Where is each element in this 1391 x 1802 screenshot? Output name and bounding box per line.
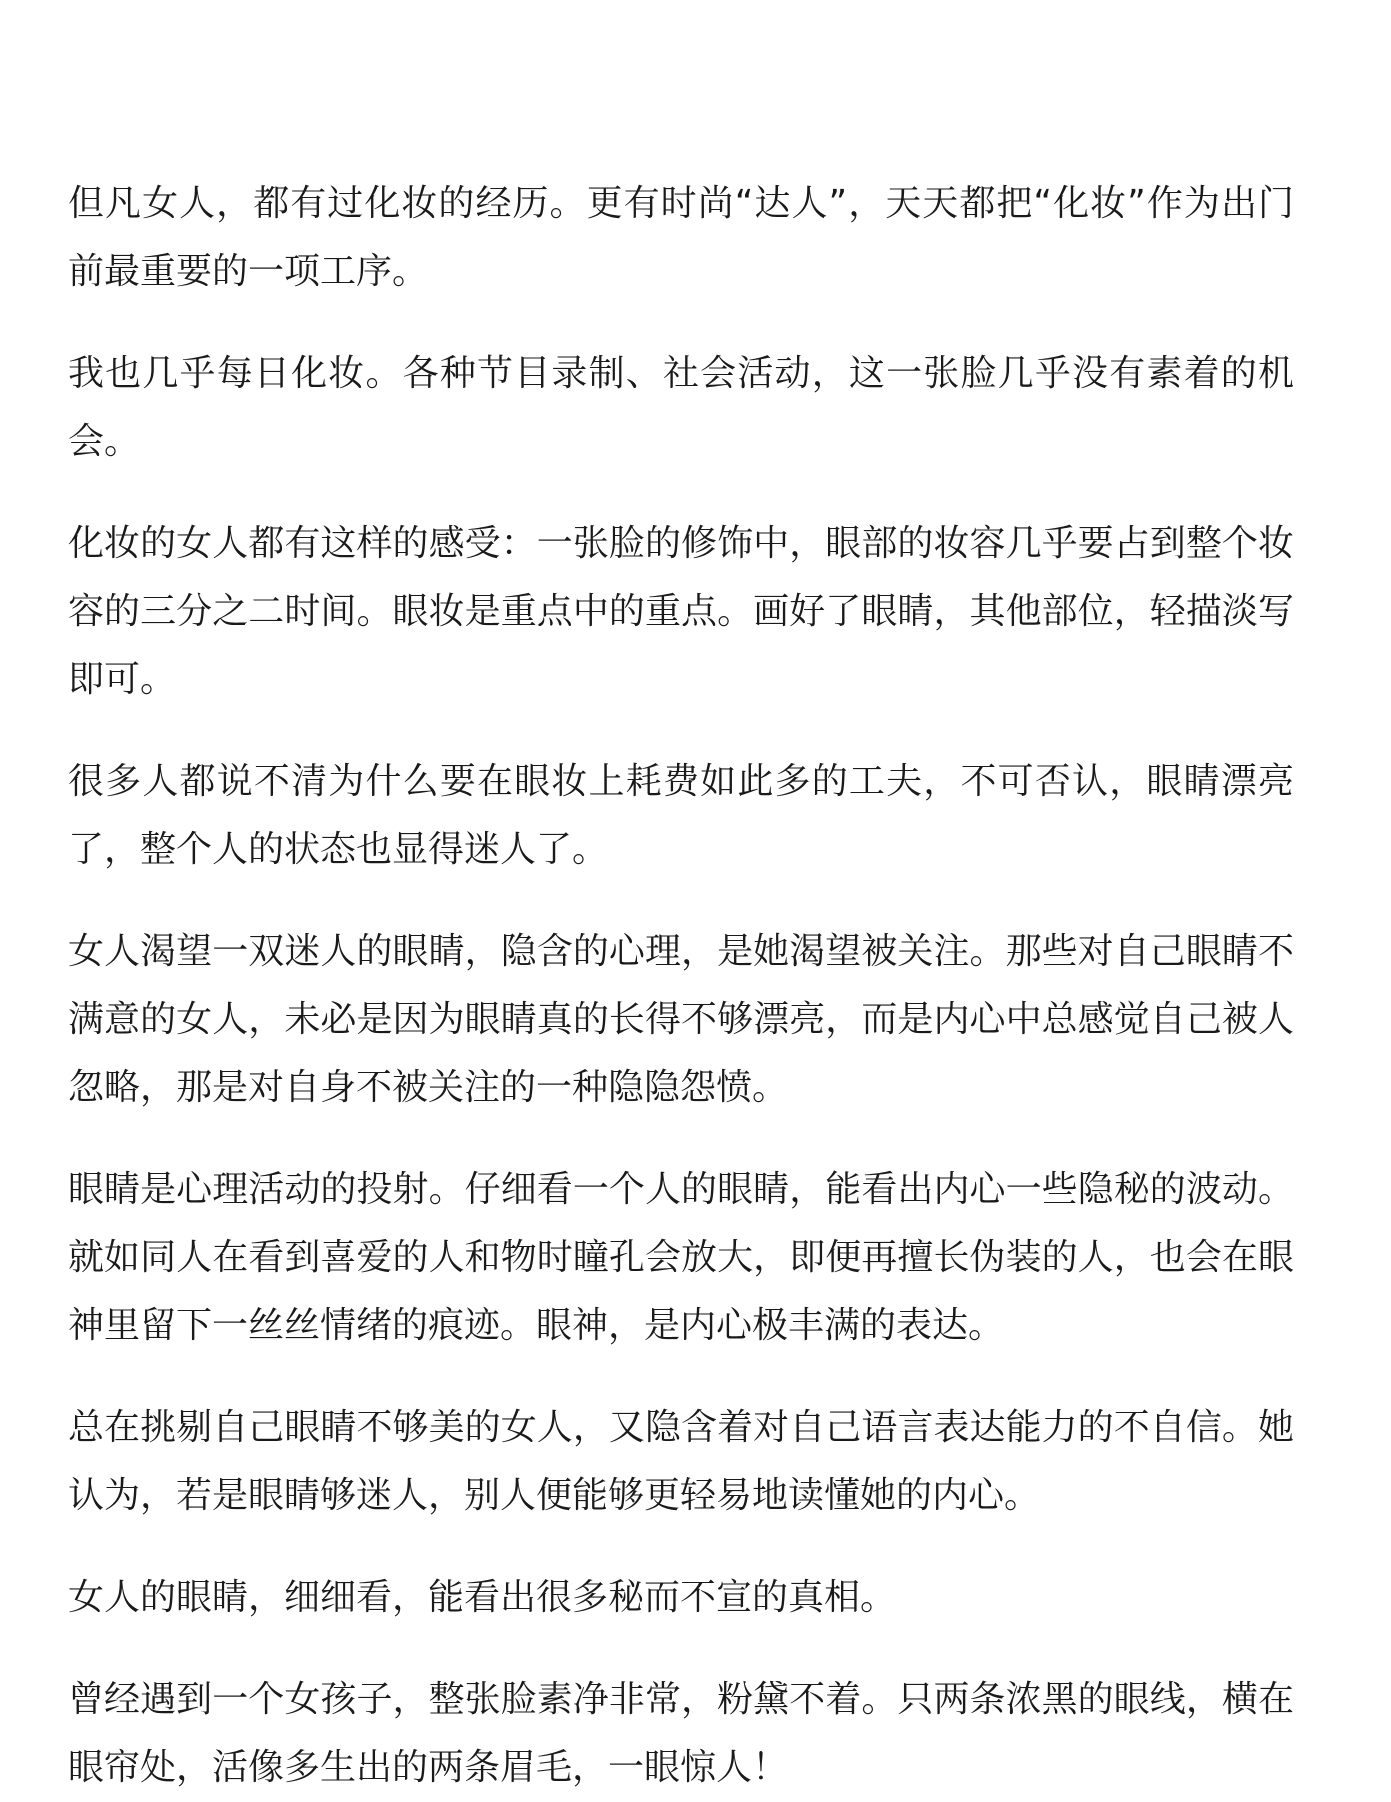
paragraph-8: 女人的眼睛，细细看，能看出很多秘而不宣的真相。	[68, 1577, 897, 1618]
paragraph-2: 我也几乎每日化妆。各种节目录制、社会活动，这一张脸几乎没有素着的机会。	[68, 353, 1294, 462]
paragraph-6: 眼睛是心理活动的投射。仔细看一个人的眼睛，能看出内心一些隐秘的波动。就如同人在看到喜爱的人和物时瞳孔会放大，即便再擅长伪装的人，也会在眼神里留下一丝丝情绪的痕迹。眼神，是内心极丰满的表达。	[68, 1169, 1294, 1346]
paragraph-1: 但凡女人，都有过化妆的经历。更有时尚“达人”，天天都把“化妆”作为出门前最重要的一项工序。	[68, 183, 1294, 292]
paragraph-7: 总在挑剔自己眼睛不够美的女人，又隐含着对自己语言表达能力的不自信。她认为，若是眼睛够迷人，别人便能够更轻易地读懂她的内心。	[68, 1407, 1294, 1516]
paragraph-9: 曾经遇到一个女孩子，整张脸素净非常，粉黛不着。只两条浓黑的眼线，横在眼帘处，活像多生出的两条眉毛，一眼惊人！	[68, 1679, 1294, 1788]
paragraph-3: 化妆的女人都有这样的感受：一张脸的修饰中，眼部的妆容几乎要占到整个妆容的三分之二时间。眼妆是重点中的重点。画好了眼睛，其他部位，轻描淡写即可。	[68, 523, 1294, 700]
paragraph-5: 女人渴望一双迷人的眼睛，隐含的心理，是她渴望被关注。那些对自己眼睛不满意的女人，未必是因为眼睛真的长得不够漂亮，而是内心中总感觉自己被人忽略，那是对自身不被关注的一种隐隐怨愤。	[68, 931, 1294, 1108]
article-body	[68, 170, 1294, 1802]
paragraph-4: 很多人都说不清为什么要在眼妆上耗费如此多的工夫，不可否认，眼睛漂亮了，整个人的状态也显得迷人了。	[68, 761, 1294, 870]
